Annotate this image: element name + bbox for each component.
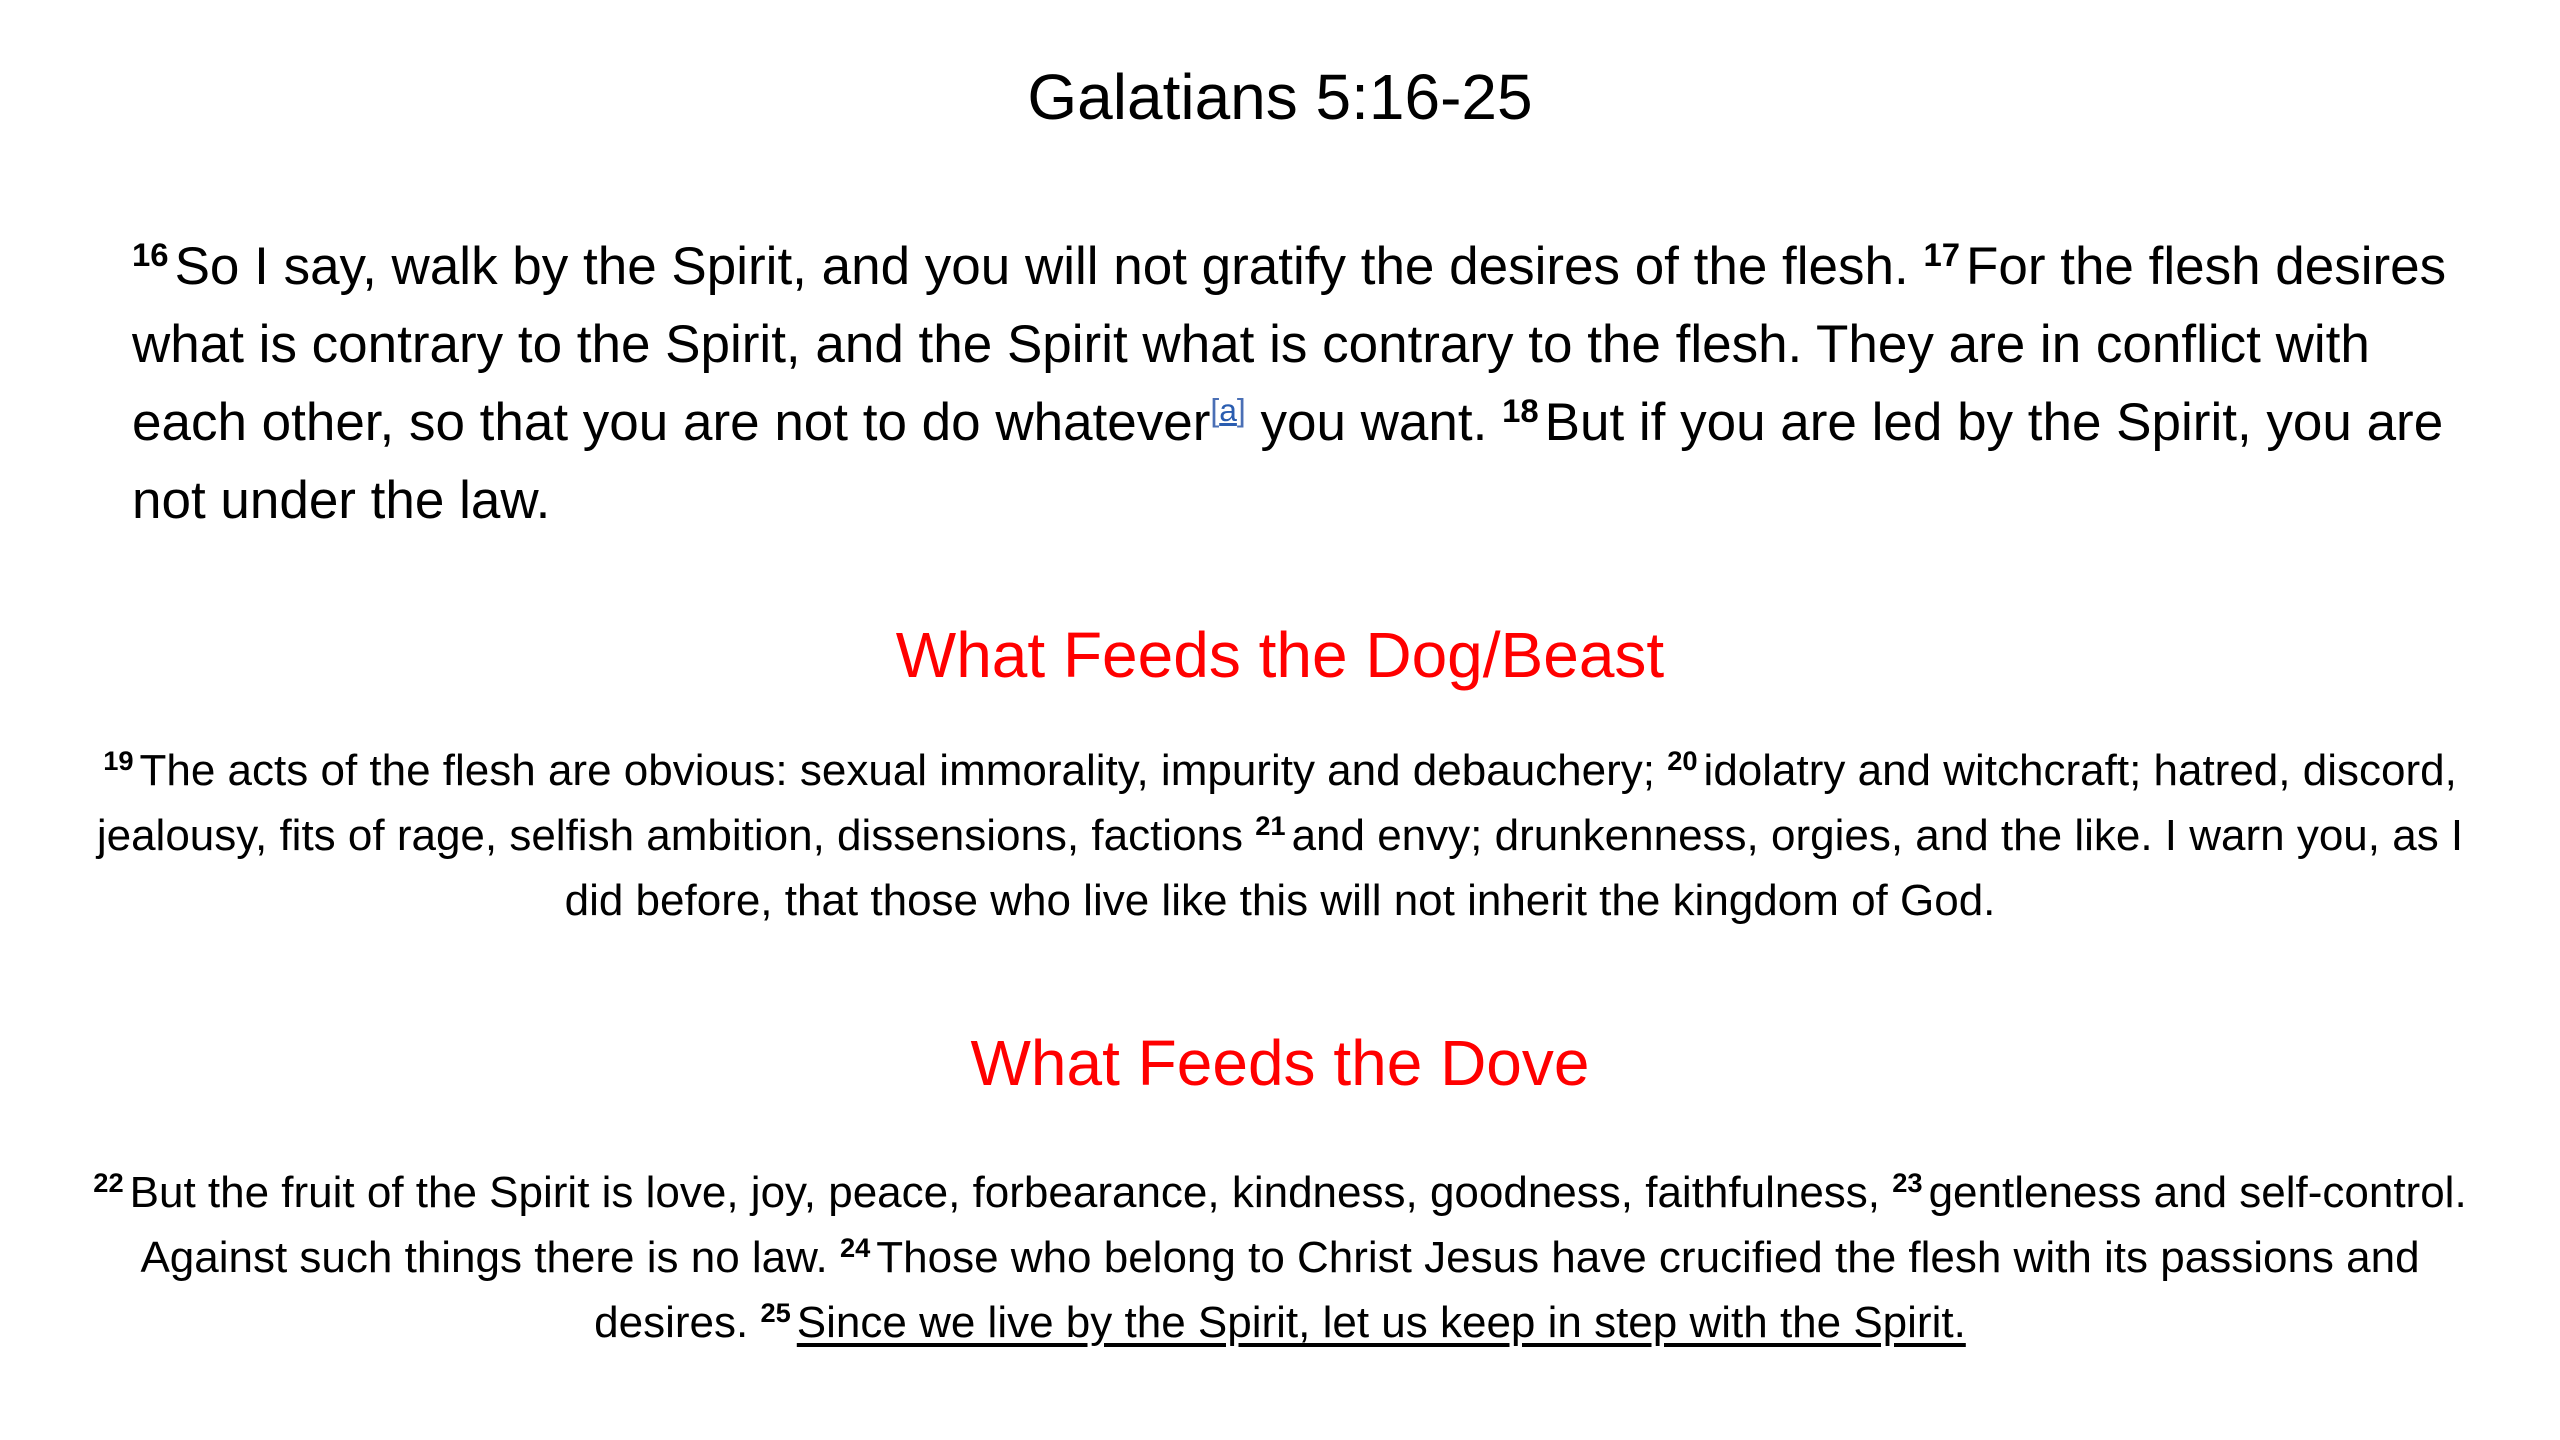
verse-18-text: But if you are led by the Spirit, you are not under the law. xyxy=(132,393,2444,530)
verse-number-23: 23 xyxy=(1892,1167,1923,1198)
verse-number-21: 21 xyxy=(1255,810,1286,841)
verse-17-text-b: you want. xyxy=(1245,393,1503,452)
verse-24-text: Those who belong to Christ Jesus have crucified the flesh with its passions and desires. xyxy=(594,1233,2420,1347)
footnote-link-a[interactable]: a xyxy=(1219,391,1237,428)
verse-16-text: So I say, walk by the Spirit, and you will not gratify the desires of the flesh. xyxy=(174,237,1924,296)
heading-dog-beast: What Feeds the Dog/Beast xyxy=(895,619,1665,691)
verse-22-text: But the fruit of the Spirit is love, joy, peace, forbearance, kindness, goodness, faithfulness, xyxy=(129,1168,1893,1217)
verse-number-17: 17 xyxy=(1923,235,1960,273)
verse-19-text: The acts of the flesh are obvious: sexual immorality, impurity and debauchery; xyxy=(139,746,1668,795)
verse-number-24: 24 xyxy=(839,1232,871,1263)
footnote-close-bracket: ] xyxy=(1236,391,1246,428)
passage-dove xyxy=(80,1160,2480,1355)
slide-title: Galatians 5:16-25 xyxy=(1027,61,1533,133)
verse-23-text: gentleness and self-control. Against such things there is no law. xyxy=(140,1168,2467,1282)
footnote-marker xyxy=(1210,392,1245,428)
verse-25-text-underlined: Since we live by the Spirit, let us keep in step with the Spirit. xyxy=(796,1298,1966,1347)
verse-number-19: 19 xyxy=(103,745,134,776)
verse-20-text: idolatry and witchcraft; hatred, discord, jealousy, fits of rage, selfish ambition, dissensions, factions xyxy=(96,746,2457,860)
verse-number-16: 16 xyxy=(132,235,169,273)
verse-number-20: 20 xyxy=(1667,745,1698,776)
heading-dove: What Feeds the Dove xyxy=(970,1027,1590,1099)
verse-number-22: 22 xyxy=(93,1167,124,1198)
footnote-open-bracket: [ xyxy=(1210,391,1220,428)
verse-17-text-a: For the flesh desires what is contrary to the Spirit, and the Spirit what is contrary to the flesh. They are in conflict with each other, so that you are not to do whatever xyxy=(132,237,2447,452)
passage-beast xyxy=(80,738,2480,933)
passage-intro xyxy=(132,228,2452,540)
verse-number-18: 18 xyxy=(1502,391,1539,429)
verse-21-text: and envy; drunkenness, orgies, and the like. I warn you, as I did before, that those who live like this will not inherit the kingdom of God. xyxy=(564,811,2464,925)
verse-number-25: 25 xyxy=(760,1297,791,1328)
